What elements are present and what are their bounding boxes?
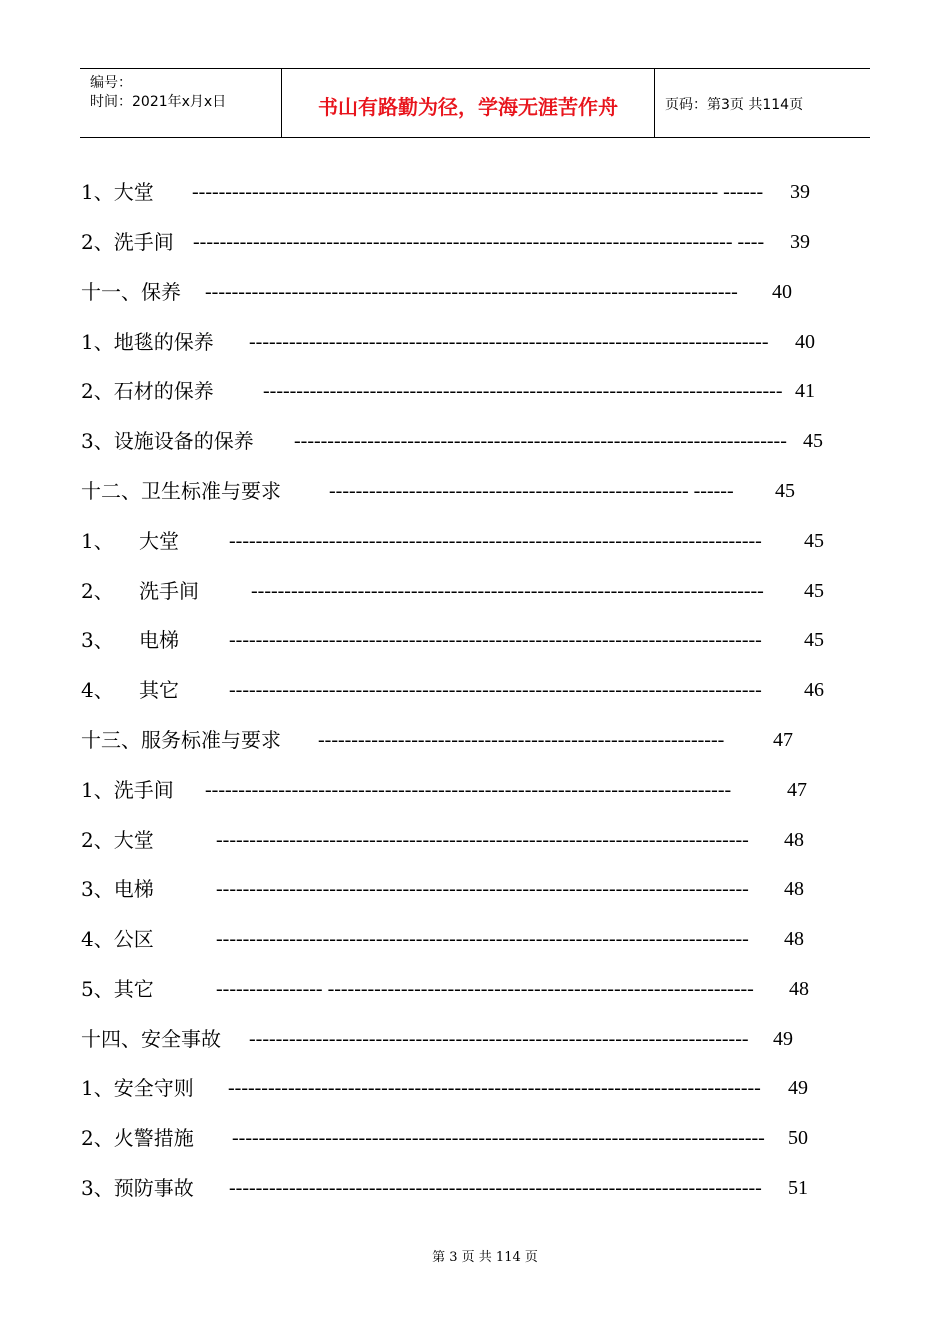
toc-entry-page-number: 47 bbox=[773, 729, 793, 751]
toc-entry-leader: ------------------------------------------------------ ------ bbox=[329, 480, 734, 502]
toc-entry-leader: -------------------------------------------------------------------------------- bbox=[229, 530, 762, 552]
toc-entry-leader: -------------------------------------------------------------------------- bbox=[294, 430, 787, 452]
toc-entry-leader: ------------------------------------------------------------------------------- ------ bbox=[192, 181, 764, 203]
toc-entry-subtitle: 电梯 bbox=[139, 628, 179, 652]
toc-entry-page-number: 40 bbox=[795, 331, 815, 353]
toc-entry[interactable] bbox=[81, 278, 792, 306]
toc-entry[interactable] bbox=[81, 626, 824, 654]
toc-entry[interactable] bbox=[81, 676, 824, 704]
toc-entry-title: 3、电梯 bbox=[81, 877, 154, 901]
toc-entry-title: 2、石材的保养 bbox=[81, 379, 214, 403]
toc-entry-leader: ------------------------------------------------------------------------------- bbox=[205, 779, 732, 801]
header-page-info: 页码：第3页 共114页 bbox=[665, 97, 804, 113]
toc-entry-page-number: 45 bbox=[775, 480, 795, 502]
toc-entry-subtitle: 洗手间 bbox=[139, 579, 199, 603]
toc-entry-page-number: 45 bbox=[804, 629, 824, 651]
toc-entry-page-number: 51 bbox=[788, 1177, 808, 1199]
toc-entry[interactable] bbox=[81, 477, 795, 505]
toc-entry[interactable] bbox=[81, 178, 810, 206]
document-number-label: 编号： bbox=[90, 75, 132, 91]
toc-entry[interactable] bbox=[81, 826, 804, 854]
toc-entry-subtitle: 其它 bbox=[139, 678, 179, 702]
toc-entry[interactable] bbox=[81, 975, 809, 1003]
toc-entry-title: 1、洗手间 bbox=[81, 778, 174, 802]
toc-entry-page-number: 49 bbox=[773, 1028, 793, 1050]
toc-entry-leader: -------------------------------------------------------------------------------- bbox=[216, 878, 749, 900]
toc-entry-page-number: 49 bbox=[788, 1077, 808, 1099]
toc-entry-page-number: 41 bbox=[795, 380, 815, 402]
toc-entry-page-number: 48 bbox=[784, 878, 804, 900]
toc-entry[interactable] bbox=[81, 328, 815, 356]
toc-entry[interactable] bbox=[81, 875, 804, 903]
toc-entry-page-number: 46 bbox=[804, 679, 824, 701]
toc-entry-title: 十二、卫生标准与要求 bbox=[81, 479, 281, 503]
toc-entry[interactable] bbox=[81, 776, 807, 804]
toc-entry-leader: ------------------------------------------------------------- bbox=[318, 729, 725, 751]
toc-entry-title: 1、地毯的保养 bbox=[81, 330, 214, 354]
toc-entry-title: 4、 bbox=[81, 678, 114, 702]
toc-entry-leader: -------------------------------------------------------------------------------- bbox=[205, 281, 738, 303]
toc-entry-title: 1、安全守则 bbox=[81, 1076, 194, 1100]
toc-entry-page-number: 48 bbox=[789, 978, 809, 1000]
toc-entry-title: 十一、保养 bbox=[81, 280, 181, 304]
toc-entry-subtitle: 大堂 bbox=[139, 529, 179, 553]
toc-entry-leader: ---------------- ---------------------------------------------------------------- bbox=[216, 978, 754, 1000]
toc-entry-title: 2、大堂 bbox=[81, 828, 154, 852]
toc-entry[interactable] bbox=[81, 726, 793, 754]
toc-entry-leader: -------------------------------------------------------------------------------- bbox=[216, 928, 749, 950]
toc-entry-title: 3、预防事故 bbox=[81, 1176, 194, 1200]
toc-entry-leader: -------------------------------------------------------------------------------- bbox=[229, 679, 762, 701]
toc-entry[interactable] bbox=[81, 377, 815, 405]
toc-entry-title: 1、大堂 bbox=[81, 180, 154, 204]
toc-entry-title: 十四、安全事故 bbox=[81, 1027, 221, 1051]
toc-entry-leader: -------------------------------------------------------------------------------- bbox=[232, 1127, 765, 1149]
toc-entry-page-number: 39 bbox=[790, 231, 810, 253]
toc-entry-title: 3、 bbox=[81, 628, 114, 652]
toc-entry-title: 1、 bbox=[81, 529, 114, 553]
toc-entry[interactable] bbox=[81, 925, 804, 953]
toc-entry[interactable] bbox=[81, 1074, 808, 1102]
toc-entry-leader: --------------------------------------------------------------------------- bbox=[249, 1028, 749, 1050]
toc-entry-page-number: 45 bbox=[804, 530, 824, 552]
header-motto: 书山有路勤为径，学海无涯苦作舟 bbox=[318, 95, 618, 119]
toc-entry-title: 2、火警措施 bbox=[81, 1126, 194, 1150]
toc-entry-page-number: 48 bbox=[784, 829, 804, 851]
toc-entry[interactable] bbox=[81, 1124, 808, 1152]
toc-entry[interactable] bbox=[81, 577, 824, 605]
toc-entry-title: 5、其它 bbox=[81, 977, 154, 1001]
toc-entry-leader: -------------------------------------------------------------------------------- bbox=[228, 1077, 761, 1099]
toc-entry-leader: -------------------------------------------------------------------------------- bbox=[229, 629, 762, 651]
toc-entry-leader: ------------------------------------------------------------------------------ bbox=[263, 380, 783, 402]
toc-entry-page-number: 47 bbox=[787, 779, 807, 801]
toc-entry-title: 4、公区 bbox=[81, 927, 154, 951]
toc-entry-leader: ----------------------------------------------------------------------------- bbox=[251, 580, 764, 602]
toc-entry-leader: -------------------------------------------------------------------------------- bbox=[216, 829, 749, 851]
toc-entry-title: 十三、服务标准与要求 bbox=[81, 728, 281, 752]
toc-entry-title: 3、设施设备的保养 bbox=[81, 429, 254, 453]
toc-entry-page-number: 48 bbox=[784, 928, 804, 950]
toc-entry[interactable] bbox=[81, 527, 824, 555]
toc-entry[interactable] bbox=[81, 1174, 808, 1202]
document-time-label: 时间：2021年x月x日 bbox=[90, 94, 227, 110]
toc-entry[interactable] bbox=[81, 427, 823, 455]
page-footer: 第 3 页 共 114 页 bbox=[432, 1250, 538, 1265]
toc-entry[interactable] bbox=[81, 1025, 793, 1053]
toc-entry-leader: -------------------------------------------------------------------------------- bbox=[229, 1177, 762, 1199]
toc-entry-page-number: 45 bbox=[804, 580, 824, 602]
toc-entry-page-number: 45 bbox=[803, 430, 823, 452]
toc-entry-leader: --------------------------------------------------------------------------------- ---- bbox=[193, 231, 765, 253]
toc-entry-page-number: 50 bbox=[788, 1127, 808, 1149]
toc-entry-title: 2、 bbox=[81, 579, 114, 603]
toc-entry-leader: ------------------------------------------------------------------------------ bbox=[249, 331, 769, 353]
toc-entry-page-number: 39 bbox=[790, 181, 810, 203]
toc-entry-page-number: 40 bbox=[772, 281, 792, 303]
toc-entry[interactable] bbox=[81, 228, 810, 256]
toc-entry-title: 2、洗手间 bbox=[81, 230, 174, 254]
